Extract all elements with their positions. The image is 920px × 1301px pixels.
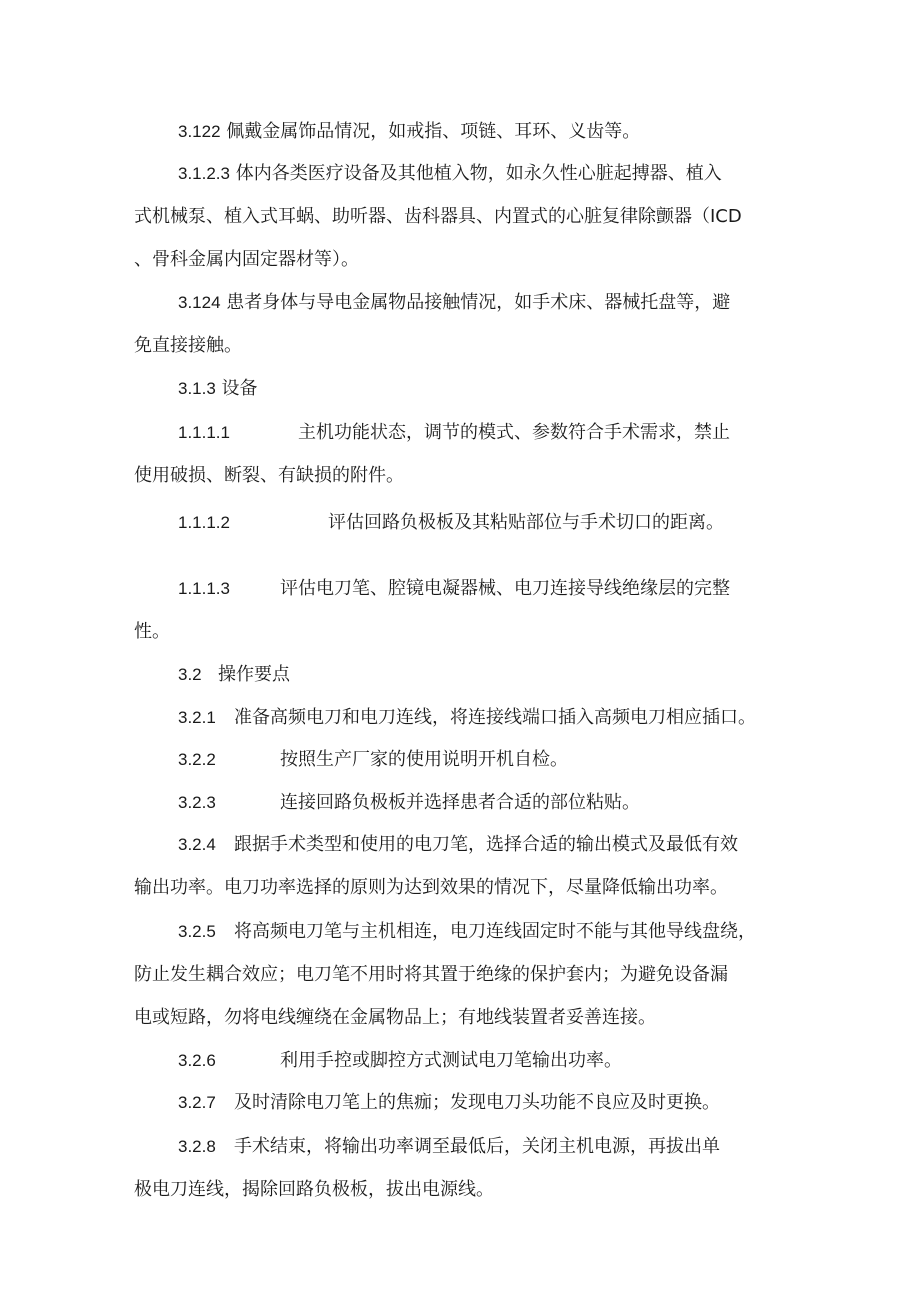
section-number: 3.2.3 <box>178 793 216 812</box>
section-number: 3.2 <box>178 665 202 684</box>
section-number: 1.1.1.1 <box>178 423 230 442</box>
paragraph-text: 极电刀连线，揭除回路负极板，拔出电源线。 <box>134 1179 494 1200</box>
paragraph-text: 手术结束，将输出功率调至最低后，关闭主机电源，再拔出单 <box>234 1136 720 1157</box>
paragraph-text: 免直接接触。 <box>134 335 242 356</box>
paragraph-3-1-3 <box>134 367 790 410</box>
paragraph-3-2-6 <box>134 1039 790 1082</box>
section-heading: 设备 <box>221 378 258 399</box>
paragraph-text: 准备高频电刀和电刀连线，将连接线端口插入高频电刀相应插口。 <box>234 707 756 728</box>
paragraph-text: 主机功能状态，调节的模式、参数符合手术需求，禁止 <box>298 422 730 443</box>
section-number: 3.2.6 <box>178 1051 216 1070</box>
paragraph-3-1-2-2 <box>134 110 790 153</box>
paragraph-3-2-7 <box>134 1081 790 1124</box>
section-number: 3.1.3 <box>178 379 216 398</box>
section-number: 3.124 <box>178 293 221 312</box>
paragraph-3-2-2 <box>134 738 790 781</box>
paragraph-3-2 <box>134 653 790 696</box>
paragraph-text: 利用手控或脚控方式测试电刀笔输出功率。 <box>280 1050 622 1071</box>
section-heading: 操作要点 <box>218 664 290 685</box>
paragraph-1-1-1-1 <box>134 411 790 497</box>
paragraph-text: 及时清除电刀笔上的焦痂；发现电刀头功能不良应及时更换。 <box>234 1092 720 1113</box>
section-number: 3.2.1 <box>178 708 216 727</box>
paragraph-3-2-3 <box>134 781 790 824</box>
paragraph-text: 患者身体与导电金属物品接触情况，如手术床、器械托盘等，避 <box>226 292 731 313</box>
paragraph-1-1-1-2 <box>134 501 790 544</box>
section-number: 3.2.8 <box>178 1137 216 1156</box>
section-number: 3.2.7 <box>178 1093 216 1112</box>
paragraph-text: 评估电刀笔、腔镜电凝器械、电刀连接导线绝缘层的完整 <box>280 578 730 599</box>
paragraph-text: 将高频电刀笔与主机相连，电刀连线固定时不能与其他导线盘绕， <box>234 921 756 942</box>
paragraph-1-1-1-3 <box>134 567 790 653</box>
paragraph-text: 性。 <box>134 621 170 642</box>
section-number: 1.1.1.2 <box>178 513 230 532</box>
paragraph-text: 电或短路，勿将电线缠绕在金属物品上；有地线装置者妥善连接。 <box>134 1007 656 1028</box>
paragraph-text: 佩戴金属饰品情况，如戒指、项链、耳环、义齿等。 <box>226 121 641 142</box>
paragraph-text: 连接回路负极板并选择患者合适的部位粘贴。 <box>280 792 640 813</box>
paragraph-3-1-2-4 <box>134 281 790 367</box>
section-number: 1.1.1.3 <box>178 579 230 598</box>
paragraph-text: 输出功率。电刀功率选择的原则为达到效果的情况下，尽量降低输出功率。 <box>134 877 728 898</box>
paragraph-text: 防止发生耦合效应；电刀笔不用时将其置于绝缘的保护套内；为避免设备漏 <box>134 964 728 985</box>
paragraph-3-1-2-3 <box>134 152 790 281</box>
section-number: 3.1.2.3 <box>178 164 230 183</box>
paragraph-3-2-4 <box>134 823 790 909</box>
paragraph-3-2-1 <box>134 696 790 739</box>
paragraph-text: 跟据手术类型和使用的电刀笔，选择合适的输出模式及最低有效 <box>234 834 738 855</box>
paragraph-text: 、骨科金属内固定器材等）。 <box>134 249 359 270</box>
paragraph-text: 式机械泵、植入式耳蜗、助听器、齿科器具、内置式的心脏复律除颤器（ICD <box>134 206 742 227</box>
section-number: 3.2.2 <box>178 750 216 769</box>
paragraph-text: 评估回路负极板及其粘贴部位与手术切口的距离。 <box>328 512 724 533</box>
section-number: 3.2.4 <box>178 835 216 854</box>
paragraph-3-2-5 <box>134 910 790 1039</box>
paragraph-3-2-8 <box>134 1125 790 1211</box>
paragraph-text: 使用破损、断裂、有缺损的附件。 <box>134 465 404 486</box>
paragraph-text: 按照生产厂家的使用说明开机自检。 <box>280 749 568 770</box>
paragraph-text: 体内各类医疗设备及其他植入物，如永久性心脏起搏器、植入 <box>235 163 722 184</box>
section-number: 3.122 <box>178 122 221 141</box>
section-number: 3.2.5 <box>178 922 216 941</box>
